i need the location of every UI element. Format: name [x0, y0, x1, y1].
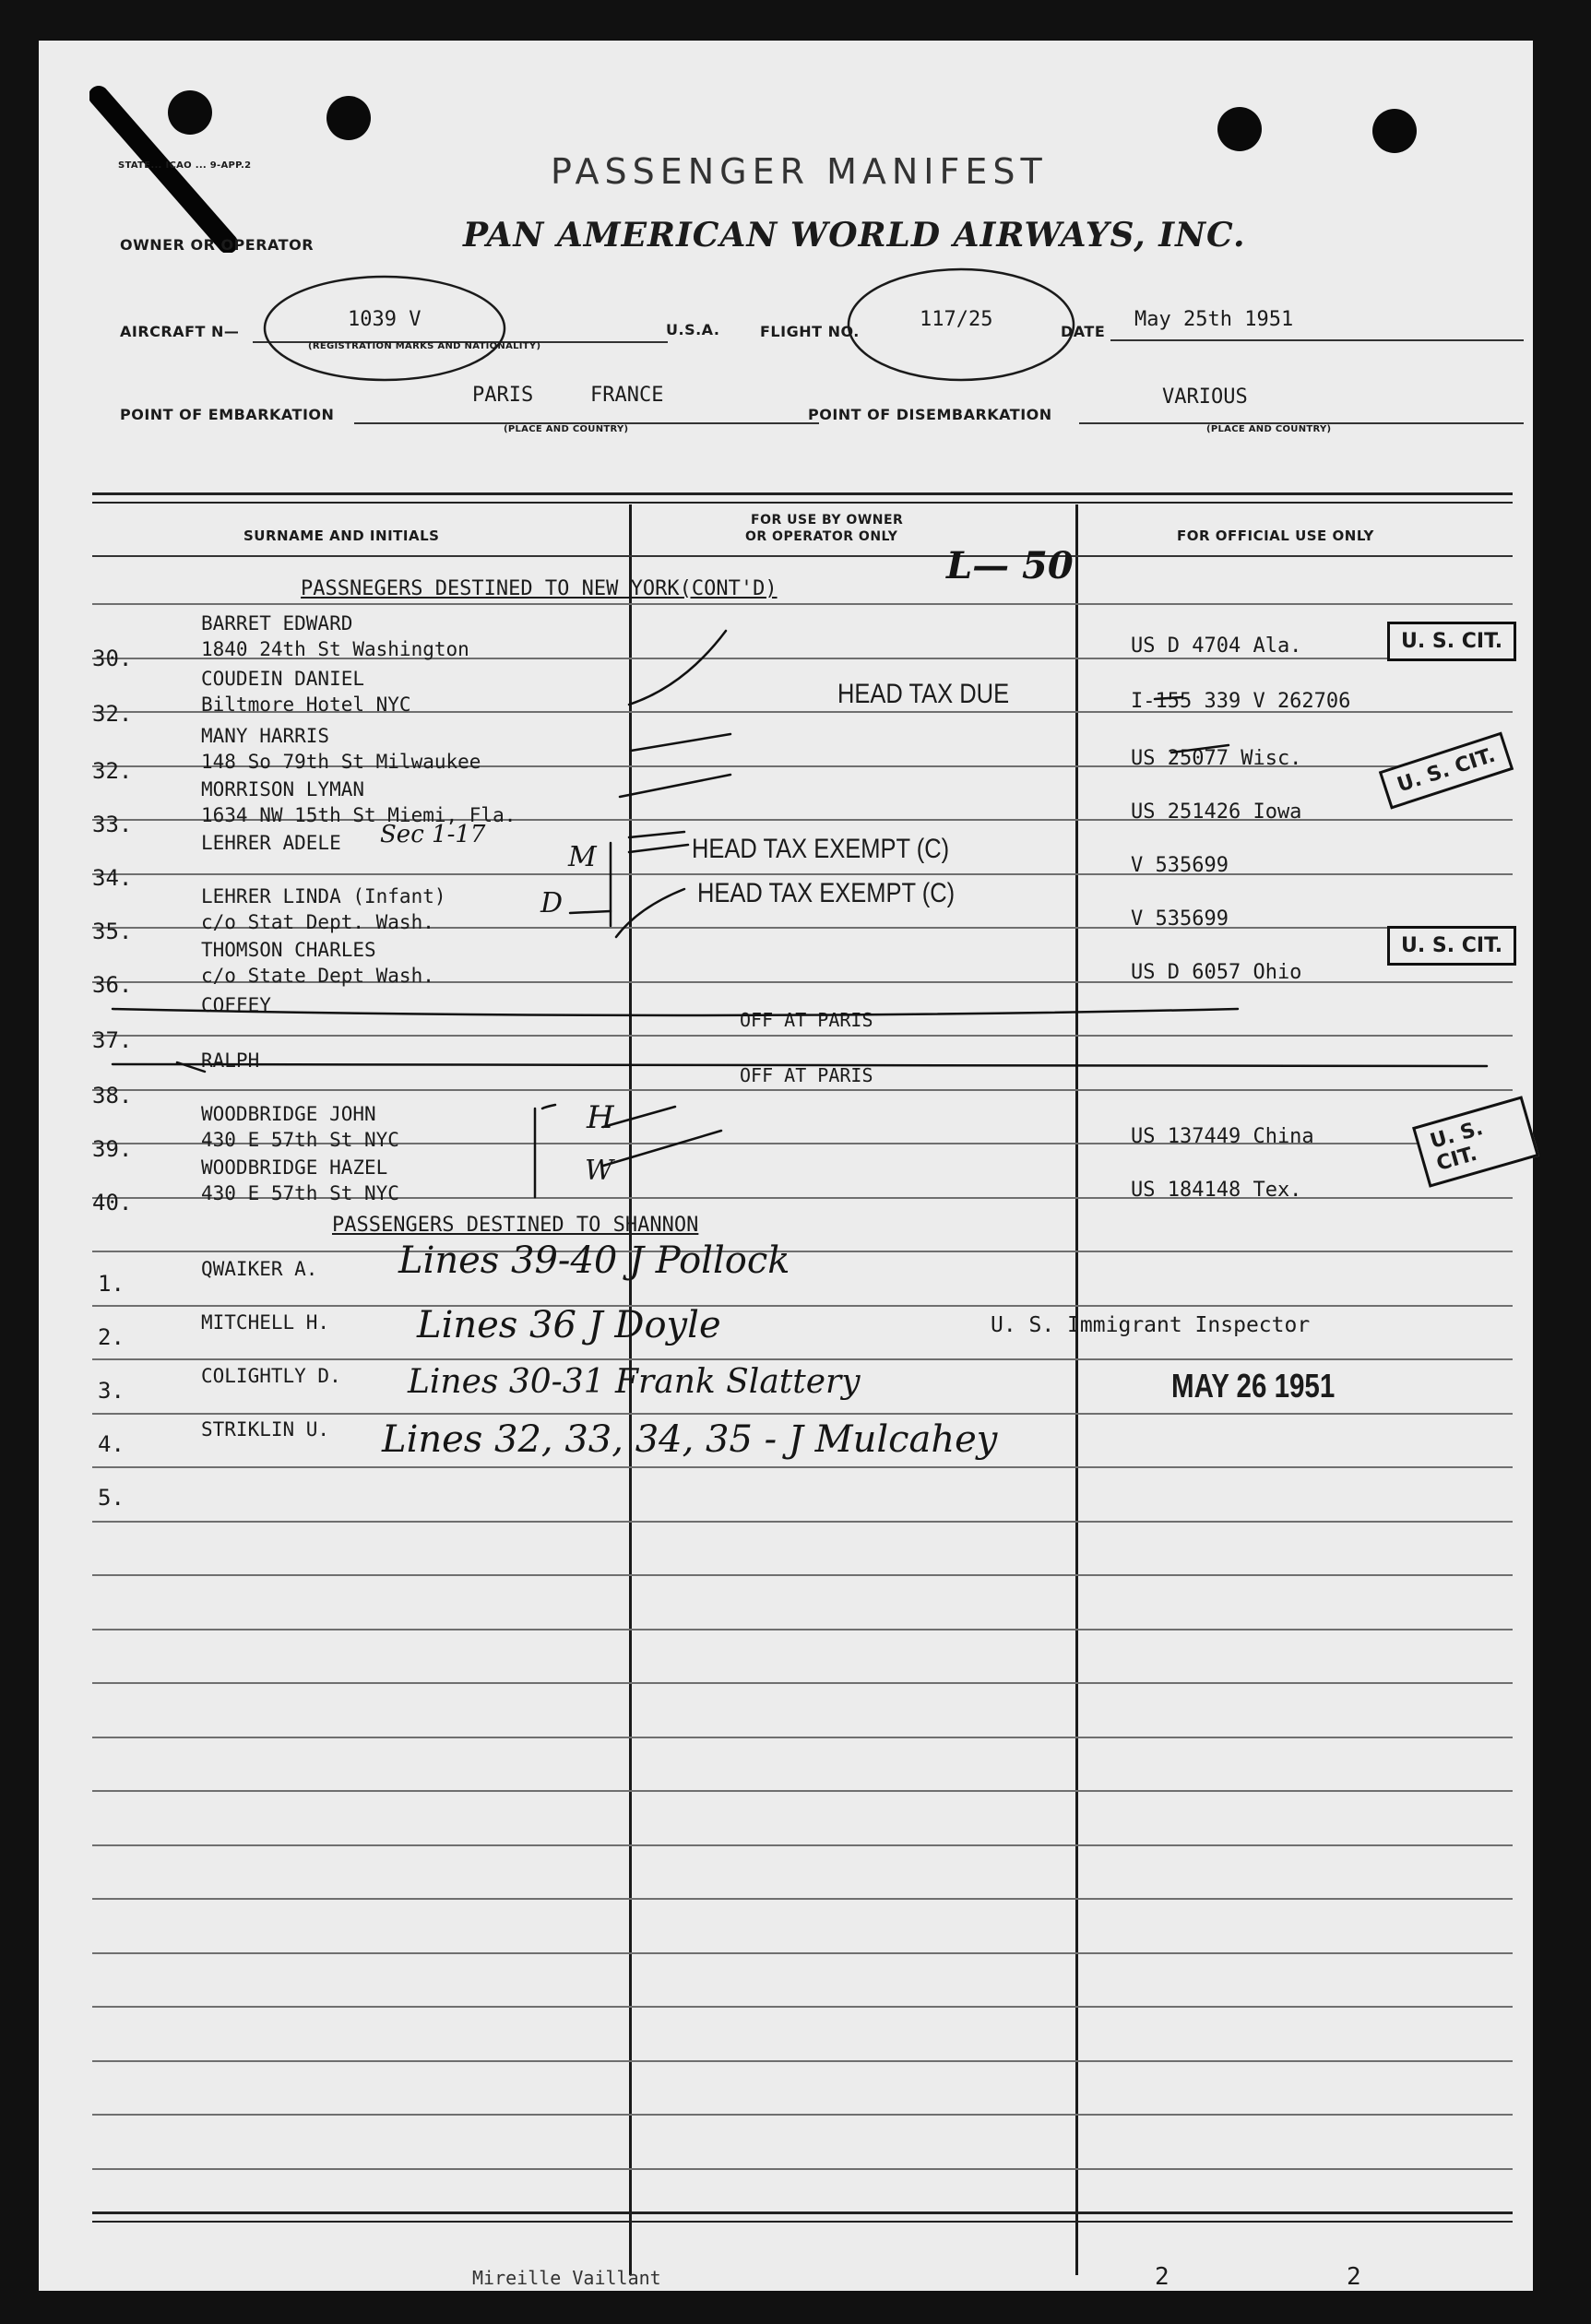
footer-number-2: 2	[1347, 2263, 1361, 2291]
ny-passenger-name: WOODBRIDGE JOHN	[201, 1103, 376, 1125]
ruled-line	[92, 1574, 1513, 1576]
embark-city: PARIS	[472, 384, 534, 407]
ny-official-entry: V 535699	[1131, 907, 1229, 931]
ny-official-entry: US 251426 Iowa	[1131, 800, 1302, 824]
col-official-header: FOR OFFICIAL USE ONLY	[1177, 528, 1374, 544]
footer-number-1: 2	[1155, 2263, 1170, 2291]
disembark-value: VARIOUS	[1162, 385, 1248, 409]
ny-row-number: 40.	[92, 1190, 133, 1215]
ny-row-number: 35.	[92, 919, 133, 944]
aircraft-label: AIRCRAFT N—	[120, 323, 240, 340]
disembark-label: POINT OF DISEMBARKATION	[808, 406, 1052, 423]
embark-country: FRANCE	[590, 384, 664, 407]
ny-official-entry: US D 4704 Ala.	[1131, 634, 1302, 658]
woodbridge-w-mark: W	[585, 1155, 613, 1187]
ruled-line	[92, 1466, 1513, 1468]
shannon-passenger-name: MITCHELL H.	[201, 1311, 330, 1334]
owner-label: OWNER OR OPERATOR	[120, 236, 315, 254]
registration-caption: (REGISTRATION MARKS AND NATIONALITY)	[308, 341, 541, 351]
ny-passenger-address: 148 So 79th St Milwaukee	[201, 751, 481, 773]
ny-row-number: 37.	[92, 1027, 133, 1053]
ruled-line	[92, 1844, 1513, 1846]
ny-passenger-name: LEHRER LINDA (Infant)	[201, 885, 446, 907]
ny-passenger-name: COUDEIN DANIEL	[201, 668, 365, 690]
disembark-caption: (PLACE AND COUNTRY)	[1206, 424, 1332, 434]
ny-row-number: 33.	[92, 812, 133, 837]
embark-label: POINT OF EMBARKATION	[120, 406, 335, 423]
woodbridge-h-mark: H	[587, 1099, 614, 1136]
ruled-line	[92, 1629, 1513, 1630]
ny-passenger-name: LEHRER ADELE	[201, 832, 341, 854]
ny-passenger-name: WOODBRIDGE HAZEL	[201, 1156, 388, 1179]
ruled-line	[92, 1737, 1513, 1738]
date-value: May 25th 1951	[1134, 308, 1294, 331]
footer-name: Mireille Vaillant	[472, 2267, 661, 2289]
inspector-signature-1: Lines 39-40 J Pollock	[398, 1239, 790, 1282]
shannon-row-number: 2.	[98, 1324, 125, 1350]
lehrer-m-mark: M	[568, 841, 597, 873]
ruled-line	[92, 2006, 1513, 2008]
ny-official-entry: I-155 339 V 262706	[1131, 690, 1351, 713]
off-at-paris-note-2: OFF AT PARIS	[740, 1064, 873, 1086]
shannon-row-number: 4.	[98, 1431, 125, 1457]
aircraft-value: 1039 V	[348, 308, 421, 331]
manifest-sheet	[39, 41, 1533, 2291]
pen-strokes	[39, 41, 1533, 1332]
shannon-row-number: 5.	[98, 1485, 125, 1511]
ny-official-entry: US 137449 China	[1131, 1125, 1314, 1148]
inspection-date-stamp: MAY 26 1951	[1171, 1367, 1336, 1405]
form-code: STATE... ICAO ... 9-APP.2	[118, 160, 252, 171]
shannon-passenger-name: STRIKLIN U.	[201, 1418, 330, 1441]
ruled-line	[92, 1898, 1513, 1900]
table-bottom-rule-1	[92, 2211, 1513, 2214]
ny-row-number: 32.	[92, 758, 133, 784]
embark-caption: (PLACE AND COUNTRY)	[504, 424, 629, 434]
head-tax-due-note: HEAD TAX DUE	[837, 679, 1010, 709]
lehrer-note: Sec 1-17	[380, 821, 486, 848]
ny-passenger-address: 1634 NW 15th St Miemi, Fla.	[201, 804, 516, 826]
ny-passenger-name: MANY HARRIS	[201, 725, 330, 747]
inspector-signature-3: Lines 30-31 Frank Slattery	[408, 1363, 861, 1401]
form-title: PASSENGER MANIFEST	[551, 151, 1048, 192]
ny-official-entry: US D 6057 Ohio	[1131, 961, 1302, 984]
ruled-line	[92, 1790, 1513, 1792]
ny-passenger-name: COFFEY	[201, 994, 271, 1016]
section-new-york: PASSNEGERS DESTINED TO NEW YORK(CONT'D)	[301, 577, 778, 600]
ny-official-entry: US 25077 Wisc.	[1131, 747, 1302, 770]
us-cit-stamp-1: U. S. CIT.	[1387, 622, 1516, 661]
lehrer-d-mark: D	[540, 887, 564, 919]
head-tax-exempt-note-2: HEAD TAX EXEMPT (C)	[697, 878, 956, 908]
ny-official-entry: US 184148 Tex.	[1131, 1179, 1302, 1202]
ruled-line	[92, 2168, 1513, 2170]
ruled-line	[92, 2114, 1513, 2116]
flight-label: FLIGHT NO.	[760, 323, 860, 340]
col-owner-header-1: FOR USE BY OWNER	[751, 513, 904, 528]
head-tax-exempt-note-1: HEAD TAX EXEMPT (C)	[692, 834, 950, 864]
ny-row-number: 39.	[92, 1136, 133, 1162]
inspector-signature-2: Lines 36 J Doyle	[417, 1304, 721, 1346]
ny-row-number: 32.	[92, 701, 133, 727]
ruled-line	[92, 2060, 1513, 2062]
ruled-line	[92, 1358, 1513, 1360]
shannon-row-number: 3.	[98, 1378, 125, 1404]
ny-row-number: 38.	[92, 1083, 133, 1109]
ruled-line	[92, 1413, 1513, 1415]
handwritten-count: L— 50	[946, 544, 1074, 587]
ny-row-number: 30.	[92, 646, 133, 671]
us-cit-stamp-4: U. S. CIT.	[1412, 1096, 1539, 1188]
ny-row-number: 34.	[92, 865, 133, 891]
ny-passenger-address: 1840 24th St Washington	[201, 638, 469, 660]
inspector-title: U. S. Immigrant Inspector	[991, 1313, 1311, 1337]
ny-passenger-name: THOMSON CHARLES	[201, 939, 376, 961]
ruled-line	[92, 1952, 1513, 1954]
off-at-paris-note-1: OFF AT PARIS	[740, 1009, 873, 1031]
shannon-passenger-name: COLIGHTLY D.	[201, 1365, 341, 1387]
ny-passenger-address: 430 E 57th St NYC	[201, 1129, 399, 1151]
ny-official-entry: V 535699	[1131, 854, 1229, 877]
airline-name: PAN AMERICAN WORLD AIRWAYS, INC.	[463, 216, 1246, 255]
ny-passenger-address: c/o State Dept Wash.	[201, 965, 434, 987]
flight-value: 117/25	[920, 308, 993, 331]
ny-passenger-name: BARRET EDWARD	[201, 612, 353, 634]
inspector-signature-4: Lines 32, 33, 34, 35 - J Mulcahey	[382, 1418, 998, 1461]
ny-passenger-address: Biltmore Hotel NYC	[201, 694, 411, 716]
date-label: DATE	[1061, 323, 1106, 340]
ny-passenger-address: c/o Stat Dept. Wash.	[201, 911, 434, 933]
section-shannon: PASSENGERS DESTINED TO SHANNON	[332, 1214, 699, 1237]
shannon-row-number: 1.	[98, 1271, 125, 1297]
ny-passenger-address: 430 E 57th St NYC	[201, 1182, 399, 1204]
ny-passenger-name: RALPH	[201, 1049, 260, 1072]
us-cit-stamp-3: U. S. CIT.	[1387, 926, 1516, 966]
ruled-line	[92, 1521, 1513, 1523]
usa-label: U.S.A.	[666, 321, 720, 338]
ny-row-number: 36.	[92, 972, 133, 998]
col-surname-header: SURNAME AND INITIALS	[243, 528, 440, 544]
ny-passenger-name: MORRISON LYMAN	[201, 778, 365, 800]
col-owner-header-2: OR OPERATOR ONLY	[745, 529, 898, 544]
shannon-passenger-name: QWAIKER A.	[201, 1258, 318, 1280]
ruled-line	[92, 1682, 1513, 1684]
table-bottom-rule-2	[92, 2221, 1513, 2223]
us-cit-stamp-2: U. S. CIT.	[1379, 731, 1514, 809]
